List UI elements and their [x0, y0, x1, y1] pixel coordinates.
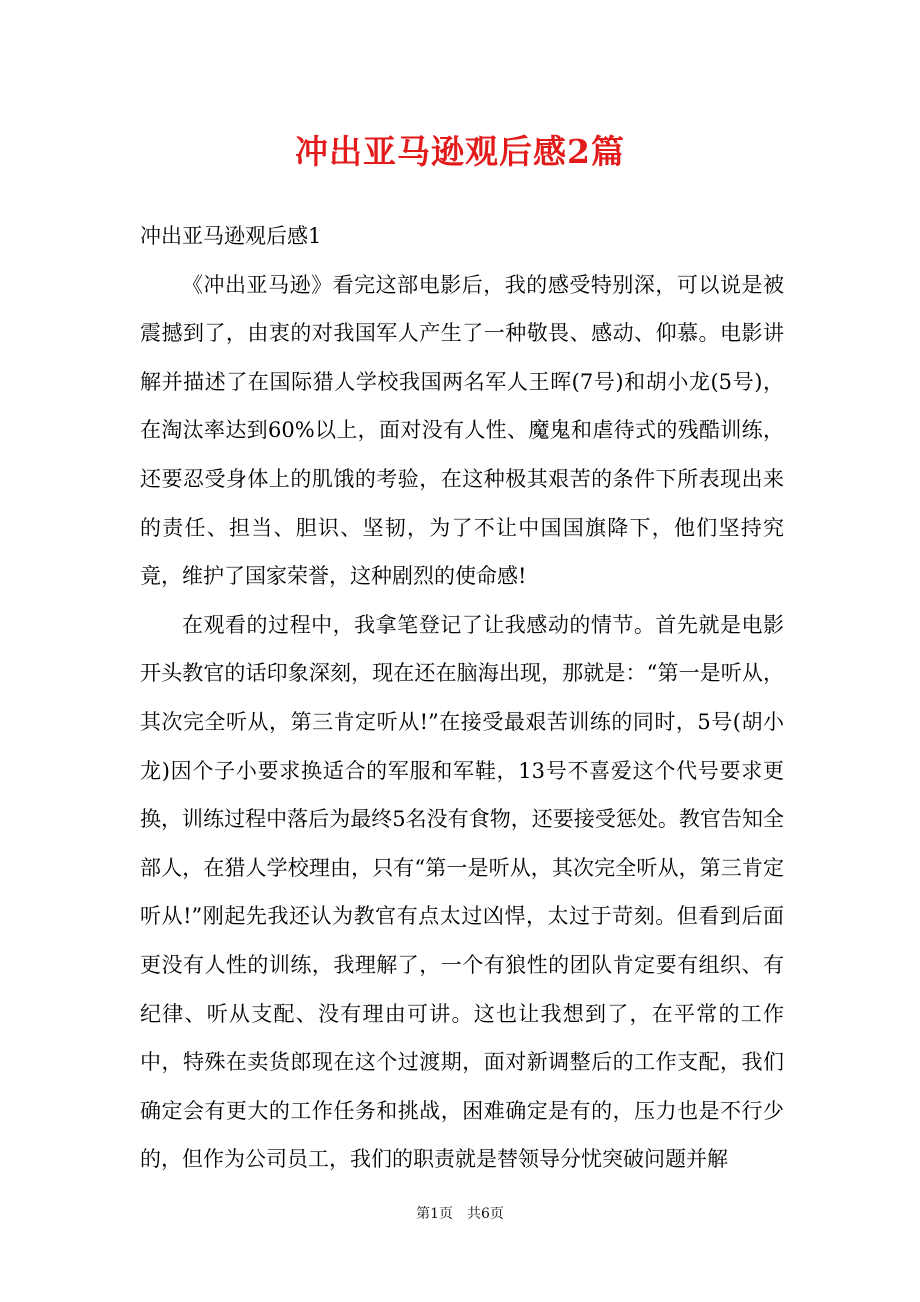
section-heading: 冲出亚马逊观后感1: [140, 224, 322, 248]
document-title: 冲出亚马逊观后感2篇: [295, 132, 625, 171]
page-number: 第1页: [416, 1206, 453, 1222]
page-footer: [0, 1204, 920, 1224]
body-paragraph-1: 《冲出亚马逊》看完这部电影后，我的感受特别深，可以说是被震撼到了，由衷的对我国军人产生了一种敬畏、感动、仰慕。电影讲解并描述了在国际猎人学校我国两名军人王晖(7号)和胡小龙(5号)，在淘汰率达到60%以上，面对没有人性、魔鬼和虐待式的残酷训练，还要忍受身体上的肌饿的考验，在这种极其艰苦的条件下所表现出来的责任、担当、胆识、坚韧，为了不让中国国旗降下，他们坚持究竟，维护了国家荣誉，这种剧烈的使命感!: [140, 272, 784, 589]
page-total: 共6页: [467, 1206, 504, 1222]
body-paragraph-2: 在观看的过程中，我拿笔登记了让我感动的情节。首先就是电影开头教官的话印象深刻，现在还在脑海出现，那就是：“第一是听从，其次完全听从，第三肯定听从!”在接受最艰苦训练的同时，5号(胡小龙)因个子小要求换适合的军服和军鞋，13号不喜爱这个代号要求更换，训练过程中落后为最终5名没有食物，还要接受惩处。教官告知全部人，在猎人学校理由，只有“第一是听从，其次完全听从，第三肯定听从!”刚起先我还认为教官有点太过凶悍，太过于苛刻。但看到后面更没有人性的训练，我理解了，一个有狼性的团队肯定要有组织、有纪律、听从支配、没有理由可讲。这也让我想到了，在平常的工作中，特殊在卖货郎现在这个过渡期，面对新调整后的工作支配，我们确定会有更大的工作任务和挑战，困难确定是有的，压力也是不行少的，但作为公司员工，我们的职责就是替领导分忧突破问题并解: [140, 612, 784, 1172]
document-body: [140, 212, 784, 1184]
